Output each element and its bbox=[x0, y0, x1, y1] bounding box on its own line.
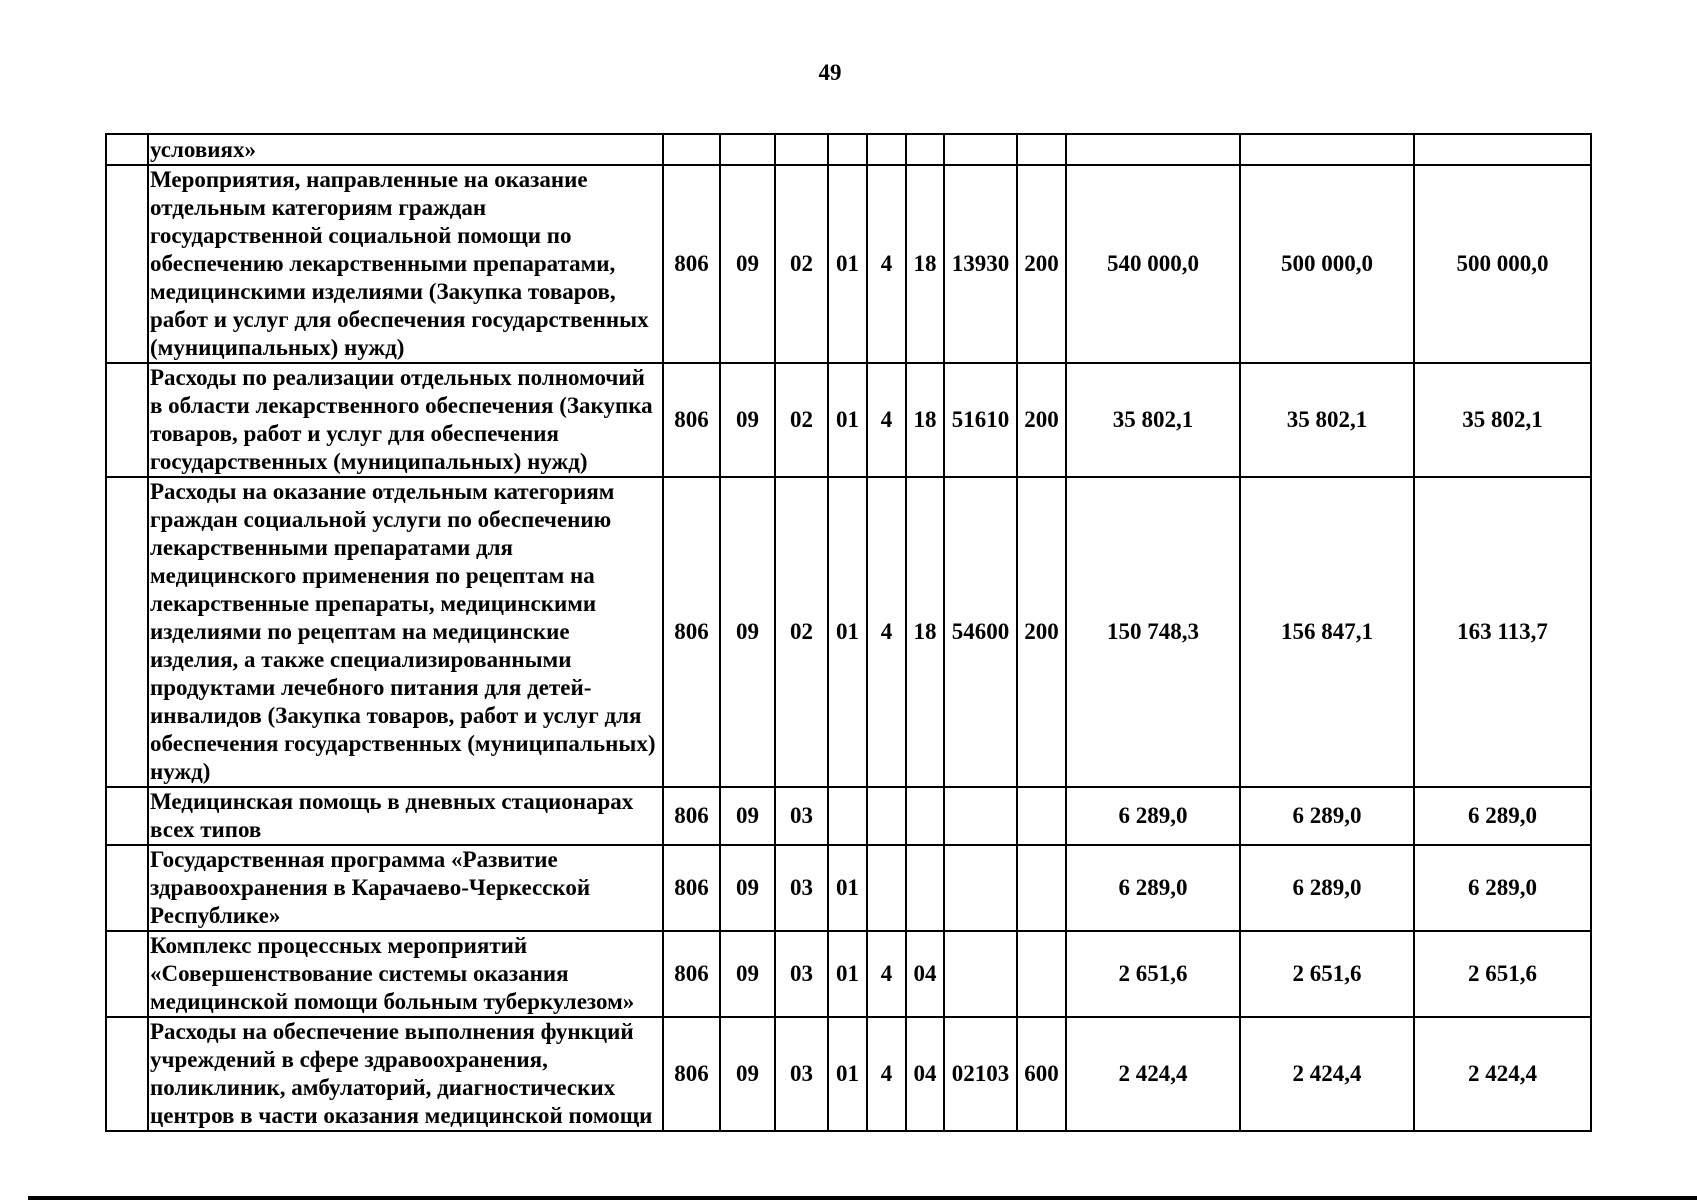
table-row bbox=[106, 1017, 1591, 1131]
amount-year2-cell: 500 000,0 bbox=[1240, 165, 1414, 363]
amount-year3-cell: 35 802,1 bbox=[1414, 363, 1591, 477]
index-cell bbox=[106, 931, 148, 1017]
target-code-cell bbox=[944, 787, 1017, 845]
program-code-cell: 01 bbox=[828, 845, 867, 931]
section-code-cell: 09 bbox=[720, 165, 775, 363]
amount-year3-cell: 500 000,0 bbox=[1414, 165, 1591, 363]
subsection-code-cell bbox=[775, 134, 828, 165]
amount-year2-cell: 6 289,0 bbox=[1240, 787, 1414, 845]
expense-type-cell: 600 bbox=[1017, 1017, 1066, 1131]
amount-year2-cell: 6 289,0 bbox=[1240, 845, 1414, 931]
target-code-cell: 54600 bbox=[944, 477, 1017, 787]
name-cell: Государственная программа «Развитие здравоохранения в Карачаево-Черкесской Республике» bbox=[148, 845, 663, 931]
program-code-cell: 01 bbox=[828, 1017, 867, 1131]
ministry-code-cell: 806 bbox=[663, 165, 720, 363]
direction-code-cell: 04 bbox=[906, 931, 944, 1017]
ministry-code-cell: 806 bbox=[663, 931, 720, 1017]
type-code-cell: 4 bbox=[867, 165, 906, 363]
amount-year1-cell: 6 289,0 bbox=[1066, 845, 1240, 931]
amount-year1-cell: 2 424,4 bbox=[1066, 1017, 1240, 1131]
amount-year1-cell: 540 000,0 bbox=[1066, 165, 1240, 363]
target-code-cell: 02103 bbox=[944, 1017, 1017, 1131]
amount-year3-cell: 6 289,0 bbox=[1414, 845, 1591, 931]
section-code-cell: 09 bbox=[720, 1017, 775, 1131]
type-code-cell bbox=[867, 787, 906, 845]
subsection-code-cell: 02 bbox=[775, 363, 828, 477]
index-cell bbox=[106, 845, 148, 931]
target-code-cell: 51610 bbox=[944, 363, 1017, 477]
budget-table bbox=[105, 133, 1592, 1132]
amount-year3-cell: 163 113,7 bbox=[1414, 477, 1591, 787]
expense-type-cell: 200 bbox=[1017, 165, 1066, 363]
program-code-cell: 01 bbox=[828, 363, 867, 477]
program-code-cell: 01 bbox=[828, 477, 867, 787]
amount-year1-cell: 150 748,3 bbox=[1066, 477, 1240, 787]
amount-year2-cell: 35 802,1 bbox=[1240, 363, 1414, 477]
amount-year3-cell: 2 424,4 bbox=[1414, 1017, 1591, 1131]
expense-type-cell: 200 bbox=[1017, 477, 1066, 787]
amount-year3-cell: 6 289,0 bbox=[1414, 787, 1591, 845]
amount-year2-cell: 2 424,4 bbox=[1240, 1017, 1414, 1131]
amount-year2-cell: 2 651,6 bbox=[1240, 931, 1414, 1017]
program-code-cell bbox=[828, 134, 867, 165]
subsection-code-cell: 03 bbox=[775, 1017, 828, 1131]
expense-type-cell: 200 bbox=[1017, 363, 1066, 477]
amount-year1-cell bbox=[1066, 134, 1240, 165]
program-code-cell: 01 bbox=[828, 931, 867, 1017]
type-code-cell: 4 bbox=[867, 1017, 906, 1131]
index-cell bbox=[106, 165, 148, 363]
index-cell bbox=[106, 363, 148, 477]
amount-year2-cell: 156 847,1 bbox=[1240, 477, 1414, 787]
name-cell: Расходы на оказание отдельным категориям граждан социальной услуги по обеспечению лекарственными препаратами для медицинского применения по рецептам на лекарственные препараты, медицинскими изделиями по рецептам на медицинские изделия, а также специализированными продуктами лечебного питания для детей-инвалидов (Закупка товаров, работ и услуг для обеспечения государственных (муниципальных) нужд) bbox=[148, 477, 663, 787]
section-code-cell: 09 bbox=[720, 931, 775, 1017]
subsection-code-cell: 02 bbox=[775, 165, 828, 363]
section-code-cell: 09 bbox=[720, 477, 775, 787]
target-code-cell: 13930 bbox=[944, 165, 1017, 363]
expense-type-cell bbox=[1017, 931, 1066, 1017]
section-code-cell: 09 bbox=[720, 363, 775, 477]
amount-year2-cell bbox=[1240, 134, 1414, 165]
amount-year1-cell: 35 802,1 bbox=[1066, 363, 1240, 477]
table-row bbox=[106, 134, 1591, 165]
table-row bbox=[106, 931, 1591, 1017]
type-code-cell: 4 bbox=[867, 477, 906, 787]
name-cell: Расходы на обеспечение выполнения функций учреждений в сфере здравоохранения, поликлиник, амбулаторий, диагностических центров в части оказания медицинской помощи bbox=[148, 1017, 663, 1131]
subsection-code-cell: 02 bbox=[775, 477, 828, 787]
direction-code-cell: 18 bbox=[906, 363, 944, 477]
index-cell bbox=[106, 1017, 148, 1131]
index-cell bbox=[106, 477, 148, 787]
target-code-cell bbox=[944, 931, 1017, 1017]
direction-code-cell bbox=[906, 787, 944, 845]
expense-type-cell bbox=[1017, 845, 1066, 931]
target-code-cell bbox=[944, 845, 1017, 931]
name-cell: Комплекс процессных мероприятий «Совершенствование системы оказания медицинской помощи больным туберкулезом» bbox=[148, 931, 663, 1017]
table-row bbox=[106, 845, 1591, 931]
ministry-code-cell: 806 bbox=[663, 363, 720, 477]
table-row bbox=[106, 363, 1591, 477]
page-number: 49 bbox=[818, 60, 842, 85]
amount-year1-cell: 6 289,0 bbox=[1066, 787, 1240, 845]
direction-code-cell: 04 bbox=[906, 1017, 944, 1131]
direction-code-cell: 18 bbox=[906, 477, 944, 787]
subsection-code-cell: 03 bbox=[775, 787, 828, 845]
subsection-code-cell: 03 bbox=[775, 931, 828, 1017]
bottom-rule bbox=[28, 1196, 1697, 1200]
target-code-cell bbox=[944, 134, 1017, 165]
name-cell: условиях» bbox=[148, 134, 663, 165]
amount-year1-cell: 2 651,6 bbox=[1066, 931, 1240, 1017]
amount-year3-cell: 2 651,6 bbox=[1414, 931, 1591, 1017]
section-code-cell bbox=[720, 134, 775, 165]
ministry-code-cell bbox=[663, 134, 720, 165]
section-code-cell: 09 bbox=[720, 845, 775, 931]
ministry-code-cell: 806 bbox=[663, 477, 720, 787]
type-code-cell: 4 bbox=[867, 931, 906, 1017]
name-cell: Расходы по реализации отдельных полномочий в области лекарственного обеспечения (Закупка товаров, работ и услуг для обеспечения государственных (муниципальных) нужд) bbox=[148, 363, 663, 477]
ministry-code-cell: 806 bbox=[663, 1017, 720, 1131]
table-row bbox=[106, 165, 1591, 363]
section-code-cell: 09 bbox=[720, 787, 775, 845]
table-row bbox=[106, 787, 1591, 845]
direction-code-cell bbox=[906, 134, 944, 165]
index-cell bbox=[106, 134, 148, 165]
name-cell: Мероприятия, направленные на оказание отдельным категориям граждан государственной социальной помощи по обеспечению лекарственными препаратами, медицинскими изделиями (Закупка товаров, работ и услуг для обеспечения государственных (муниципальных) нужд) bbox=[148, 165, 663, 363]
amount-year3-cell bbox=[1414, 134, 1591, 165]
ministry-code-cell: 806 bbox=[663, 787, 720, 845]
program-code-cell: 01 bbox=[828, 165, 867, 363]
type-code-cell bbox=[867, 845, 906, 931]
direction-code-cell: 18 bbox=[906, 165, 944, 363]
table-body bbox=[106, 134, 1591, 1131]
name-cell: Медицинская помощь в дневных стационарах всех типов bbox=[148, 787, 663, 845]
program-code-cell bbox=[828, 787, 867, 845]
ministry-code-cell: 806 bbox=[663, 845, 720, 931]
subsection-code-cell: 03 bbox=[775, 845, 828, 931]
table-row bbox=[106, 477, 1591, 787]
expense-type-cell bbox=[1017, 134, 1066, 165]
expense-type-cell bbox=[1017, 787, 1066, 845]
type-code-cell: 4 bbox=[867, 363, 906, 477]
index-cell bbox=[106, 787, 148, 845]
type-code-cell bbox=[867, 134, 906, 165]
direction-code-cell bbox=[906, 845, 944, 931]
